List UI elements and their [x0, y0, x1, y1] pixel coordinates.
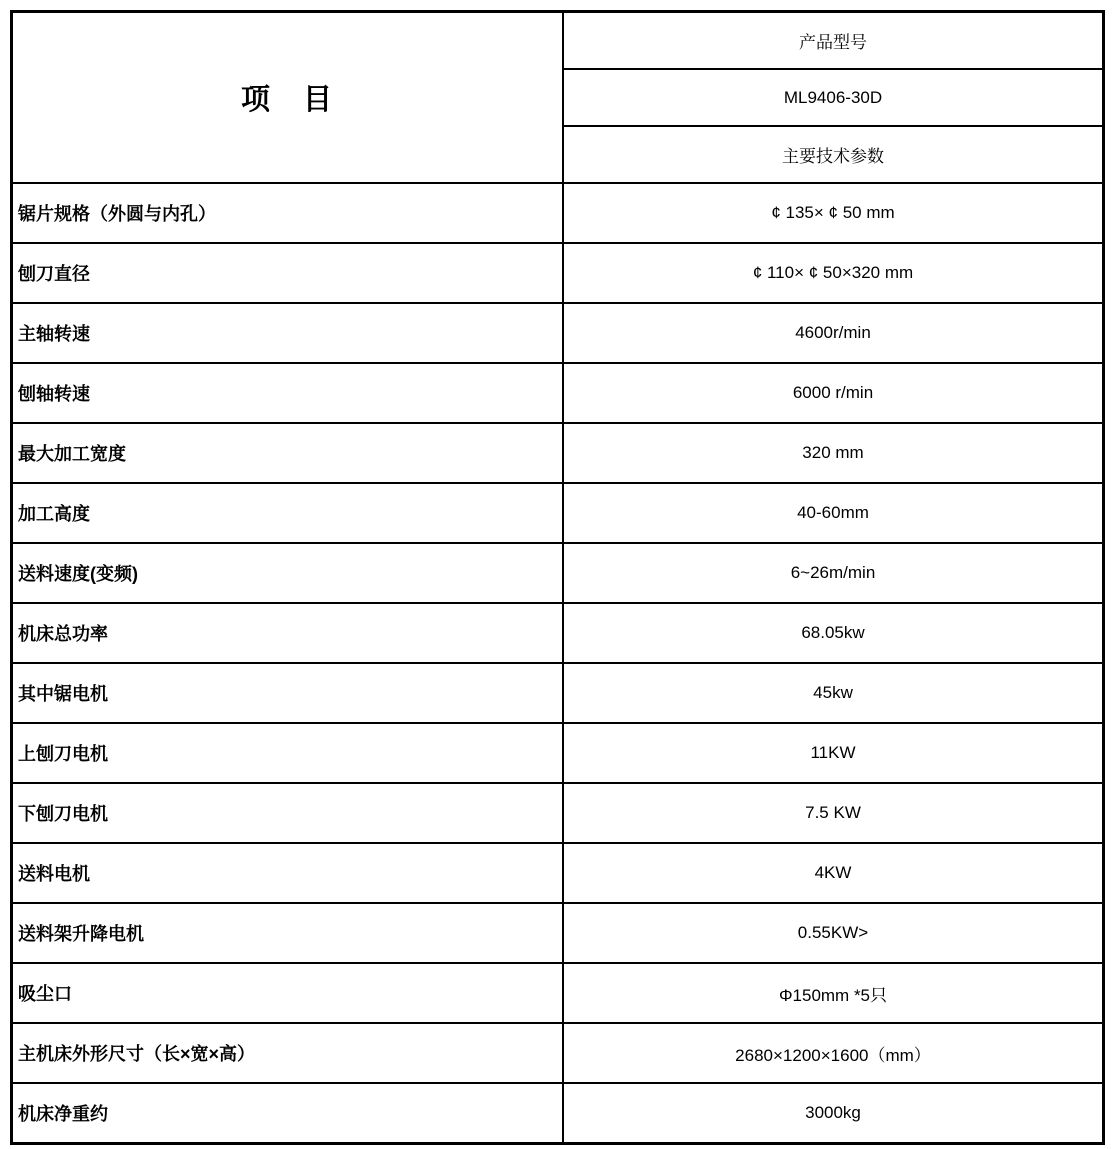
spec-row [12, 243, 1104, 303]
spec-row [12, 783, 1104, 843]
spec-value: ¢ 110× ¢ 50×320 mm [563, 243, 1104, 303]
spec-label: 锯片规格（外圆与内孔） [12, 183, 564, 243]
spec-value: 3000kg [563, 1083, 1104, 1144]
spec-value: 4KW [563, 843, 1104, 903]
spec-row [12, 1083, 1104, 1144]
spec-table-body [12, 183, 1104, 1144]
spec-value: 2680×1200×1600（mm） [563, 1023, 1104, 1083]
spec-value: 320 mm [563, 423, 1104, 483]
spec-label: 机床净重约 [12, 1083, 564, 1144]
spec-label: 刨轴转速 [12, 363, 564, 423]
spec-row [12, 363, 1104, 423]
spec-value: Φ150mm *5只 [563, 963, 1104, 1023]
spec-value: 68.05kw [563, 603, 1104, 663]
header-cell-product-model: 产品型号 [563, 12, 1104, 70]
spec-row [12, 723, 1104, 783]
spec-value: 40-60mm [563, 483, 1104, 543]
spec-label: 刨刀直径 [12, 243, 564, 303]
spec-value: 0.55KW> [563, 903, 1104, 963]
spec-value: ¢ 135× ¢ 50 mm [563, 183, 1104, 243]
product-spec-table [10, 10, 1105, 1145]
spec-row [12, 183, 1104, 243]
spec-row [12, 423, 1104, 483]
spec-value: 6000 r/min [563, 363, 1104, 423]
header-cell-model-number: ML9406-30D [563, 69, 1104, 126]
spec-label: 上刨刀电机 [12, 723, 564, 783]
spec-label: 最大加工宽度 [12, 423, 564, 483]
spec-label: 下刨刀电机 [12, 783, 564, 843]
spec-row [12, 1023, 1104, 1083]
spec-label: 送料架升降电机 [12, 903, 564, 963]
spec-row [12, 603, 1104, 663]
spec-table-header [12, 12, 1104, 184]
spec-row [12, 903, 1104, 963]
spec-label: 加工高度 [12, 483, 564, 543]
spec-label: 机床总功率 [12, 603, 564, 663]
spec-row [12, 543, 1104, 603]
header-cell-tech-params: 主要技术参数 [563, 126, 1104, 183]
spec-row [12, 663, 1104, 723]
header-row-product-model [12, 12, 1104, 70]
spec-label: 送料速度(变频) [12, 543, 564, 603]
item-header-cell: 项 目 [12, 12, 564, 184]
spec-row [12, 483, 1104, 543]
spec-value: 7.5 KW [563, 783, 1104, 843]
spec-row [12, 843, 1104, 903]
spec-label: 送料电机 [12, 843, 564, 903]
spec-label: 主轴转速 [12, 303, 564, 363]
spec-row [12, 963, 1104, 1023]
spec-label: 主机床外形尺寸（长×宽×高） [12, 1023, 564, 1083]
spec-value: 45kw [563, 663, 1104, 723]
spec-value: 6~26m/min [563, 543, 1104, 603]
spec-label: 吸尘口 [12, 963, 564, 1023]
spec-row [12, 303, 1104, 363]
spec-value: 4600r/min [563, 303, 1104, 363]
spec-label: 其中锯电机 [12, 663, 564, 723]
spec-value: 11KW [563, 723, 1104, 783]
